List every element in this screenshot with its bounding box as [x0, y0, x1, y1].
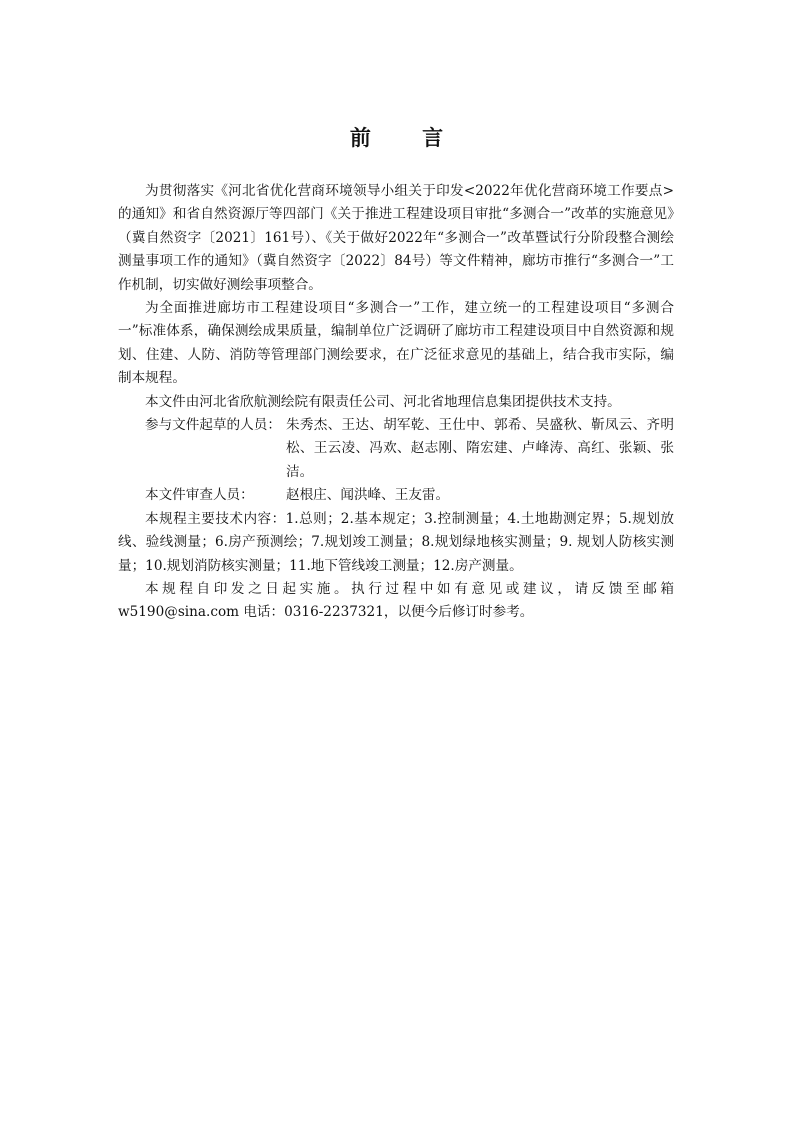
- drafters-label: 参与文件起草的人员：: [145, 417, 281, 434]
- paragraph-purpose: 为全面推进廊坊市工程建设项目“多测合一”工作，建立统一的工程建设项目“多测合一”标准体系，确保测绘成果质量，编制单位广泛调研了廊坊市工程建设项目中自然资源和规划、住建、人防、消防等管理部门测绘要求，在广泛征求意见的基础上，结合我市实际，编制本规程。: [118, 300, 674, 387]
- paragraph-background: 为贯彻落实《河北省优化营商环境领导小组关于印发<2022年优化营商环境工作要点>的通知》和省自然资源厅等四部门《关于推进工程建设项目审批“多测合一”改革的实施意见》（冀自然资字〔2021〕161号）、《关于做好2022年“多测合一”改革暨试行分阶段整合测绘测量事项工作的通知》（冀自然资字〔2022〕84号）等文件精神，廊坊市推行“多测合一”工作机制，切实做好测绘事项整合。: [118, 183, 674, 293]
- drafters-row: [118, 414, 674, 484]
- reviewers-label: 本文件审查人员：: [145, 487, 254, 504]
- paragraph-technical-contents: 本规程主要技术内容：1.总则；2.基本规定；3.控制测量；4.土地勘测定界；5.规划放线、验线测量；6.房产预测绘；7.规划竣工测量；8.规划绿地核实测量；9. 规划人防核实测量；10.规划消防核实测量；11.地下管线竣工测量；12.房产测量。: [118, 510, 674, 574]
- drafters-names: 朱秀杰、王达、胡军乾、王仕中、郭希、吴盛秋、靳凤云、齐明松、王云凌、冯欢、赵志刚、隋宏建、卢峰涛、高红、张颖、张洁。: [286, 417, 674, 480]
- paragraph-support: 本文件由河北省欣航测绘院有限责任公司、河北省地理信息集团提供技术支持。: [145, 393, 621, 410]
- reviewers-names: 赵根庄、闻洪峰、王友雷。: [286, 487, 450, 504]
- paragraph-effective-date: 本规程自印发之日起实施。执行过程中如有意见或建议，请反馈至邮箱 w5190@sina.com 电话：0316-2237321，以便今后修订时参考。: [118, 580, 674, 621]
- reviewers-row: [118, 484, 674, 507]
- preface-body: [118, 180, 674, 625]
- page-title: 前 言: [349, 126, 466, 150]
